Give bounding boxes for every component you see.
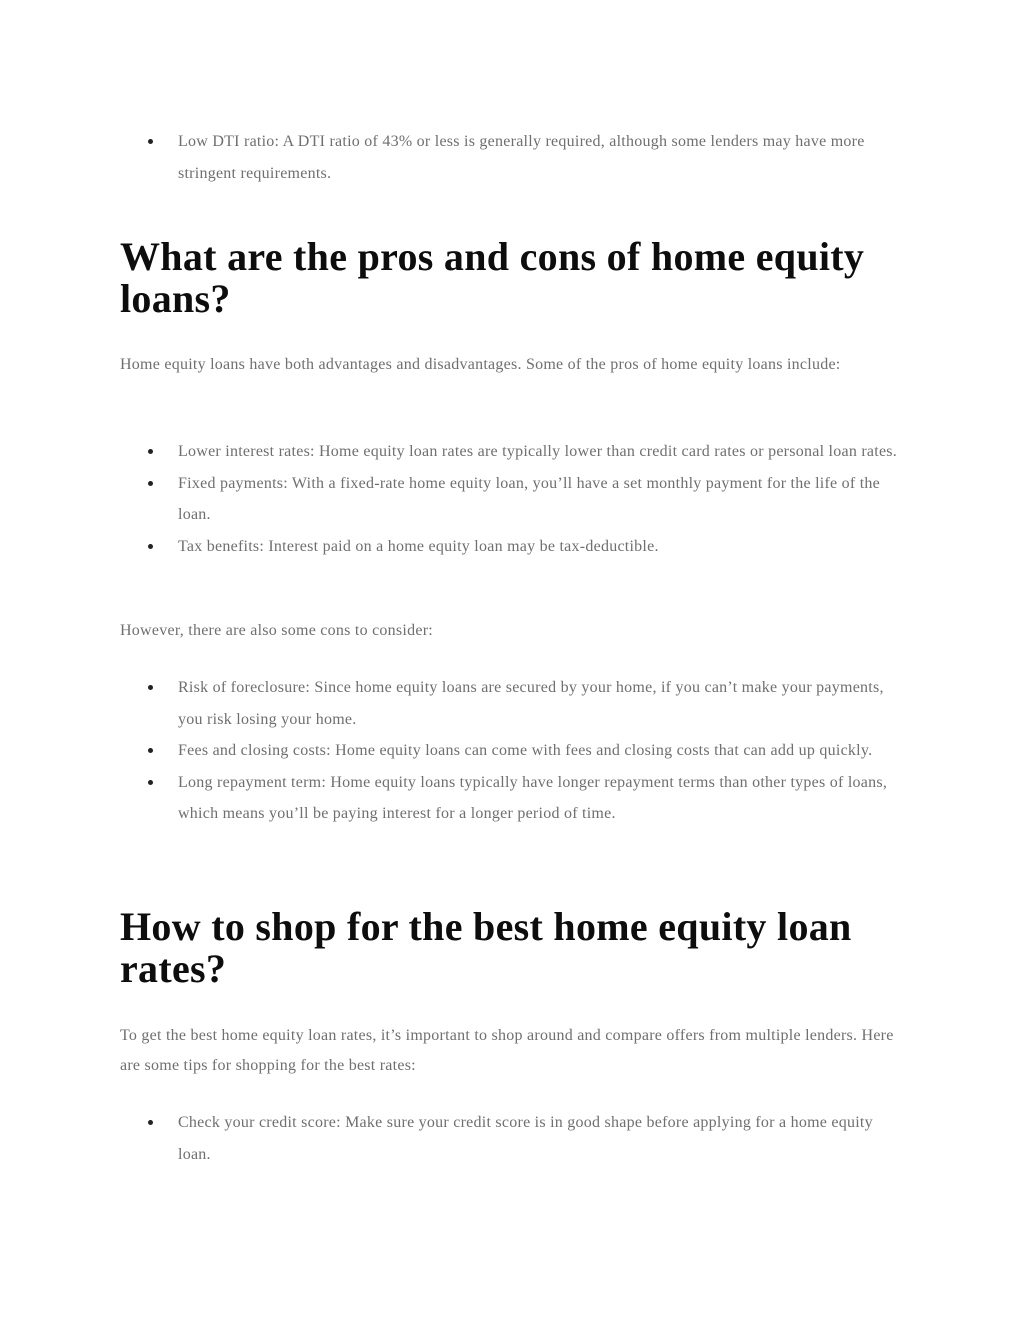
bullet-icon xyxy=(148,449,153,454)
list-item-text: Long repayment term: Home equity loans typically have longer repayment terms than other types of loans, which means you’ll be paying interest for a longer period of time. xyxy=(178,773,888,822)
bullet-list-tips xyxy=(120,1107,900,1170)
list-item xyxy=(120,531,900,563)
list-item xyxy=(120,436,900,468)
list-item-text: Fixed payments: With a fixed-rate home equity loan, you’ll have a set monthly payment for the life of the loan. xyxy=(178,474,881,523)
list-item xyxy=(120,767,900,830)
list-item-text: Check your credit score: Make sure your credit score is in good shape before applying for a home equity loan. xyxy=(178,1114,873,1163)
list-item xyxy=(120,1107,900,1170)
paragraph-intro-shopping: To get the best home equity loan rates, it’s important to shop around and compare offers from multiple lenders. Here are some tips for shopping for the best rates: xyxy=(120,1027,894,1074)
bullet-icon xyxy=(148,748,153,753)
list-item-text: Tax benefits: Interest paid on a home equity loan may be tax-deductible. xyxy=(178,537,659,555)
list-item xyxy=(120,126,900,189)
bullet-icon xyxy=(148,780,153,785)
paragraph-intro-pros: Home equity loans have both advantages and disadvantages. Some of the pros of home equity loans include: xyxy=(120,356,841,373)
paragraph-intro-cons: However, there are also some cons to consider: xyxy=(120,622,433,639)
list-item-text: Fees and closing costs: Home equity loans can come with fees and closing costs that can add up quickly. xyxy=(178,742,873,759)
section-heading-shopping: How to shop for the best home equity loan rates? xyxy=(120,904,852,991)
list-item xyxy=(120,735,900,767)
bullet-icon xyxy=(148,139,153,144)
list-item-text: Low DTI ratio: A DTI ratio of 43% or less is generally required, although some lenders may have more stringent requirements. xyxy=(178,133,865,182)
bullet-icon xyxy=(148,1120,153,1125)
section-heading-pros-cons: What are the pros and cons of home equity loans? xyxy=(120,234,865,321)
list-item xyxy=(120,468,900,531)
bullet-list-pros xyxy=(120,436,900,562)
list-item xyxy=(120,672,900,735)
bullet-icon xyxy=(148,544,153,549)
bullet-icon xyxy=(148,685,153,690)
bullet-list-cons xyxy=(120,672,900,830)
bullet-list-requirements xyxy=(120,126,900,189)
list-item-text: Risk of foreclosure: Since home equity loans are secured by your home, if you can’t make your payments, you risk losing your home. xyxy=(178,679,884,728)
bullet-icon xyxy=(148,481,153,486)
list-item-text: Lower interest rates: Home equity loan rates are typically lower than credit card rates or personal loan rates. xyxy=(178,443,898,460)
